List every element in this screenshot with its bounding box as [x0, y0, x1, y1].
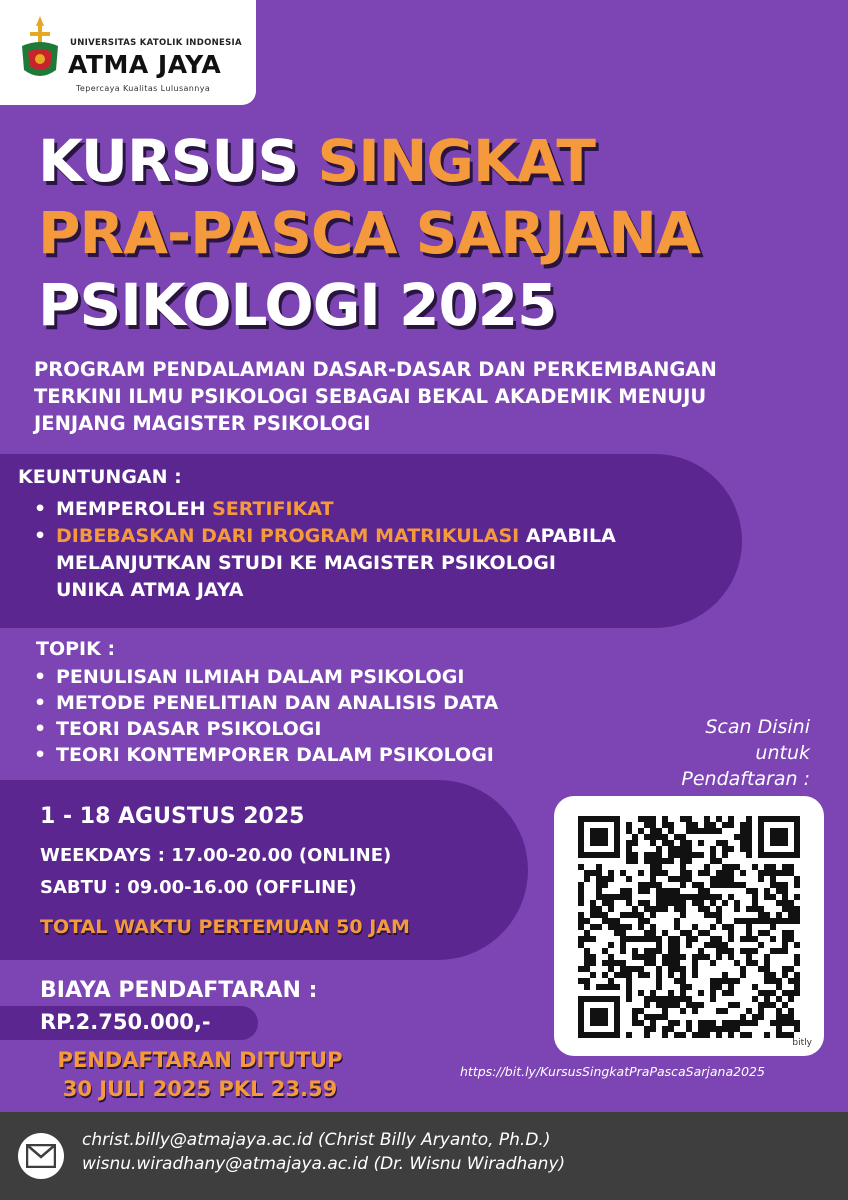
- logo-university: UNIVERSITAS KATOLIK INDONESIA: [70, 38, 242, 48]
- subtitle: [34, 356, 814, 437]
- atma-jaya-emblem-icon: [18, 16, 62, 86]
- subtitle-line: TERKINI ILMU PSIKOLOGI SEBAGAI BEKAL AKADEMIK MENUJU: [34, 385, 707, 408]
- topics-list: [30, 664, 498, 768]
- fee-label: BIAYA PENDAFTARAN :: [40, 978, 318, 1003]
- fee-amount: RP.2.750.000,-: [40, 1010, 211, 1034]
- scan-line: Scan Disini: [705, 716, 810, 738]
- title-line-1: [38, 127, 595, 195]
- closing-line-1: PENDAFTARAN DITUTUP: [57, 1048, 343, 1072]
- title-line-2: PRA-PASCA SARJANA: [38, 199, 700, 267]
- topic-item: • METODE PENELITIAN DAN ANALISIS DATA: [30, 690, 498, 716]
- qr-card[interactable]: [554, 796, 824, 1056]
- schedule-dates: 1 - 18 AGUSTUS 2025: [40, 804, 305, 829]
- title-line-3: PSIKOLOGI 2025: [38, 271, 557, 339]
- logo-name: ATMA JAYA: [68, 50, 222, 79]
- registration-link[interactable]: https://bit.ly/KursusSingkatPraPascaSarjana2025: [460, 1064, 765, 1079]
- envelope-icon: [26, 1144, 56, 1168]
- topic-item: • TEORI KONTEMPORER DALAM PSIKOLOGI: [30, 742, 498, 768]
- contact-email-2[interactable]: wisnu.wiradhany@atmajaya.ac.id (Dr. Wisnu Wiradhany): [82, 1154, 566, 1174]
- benefit-text: MELANJUTKAN STUDI KE MAGISTER PSIKOLOGI: [56, 552, 556, 574]
- benefit-text: APABILA: [519, 525, 616, 547]
- mail-icon: [18, 1133, 64, 1179]
- footer: [0, 1112, 848, 1200]
- scan-line: Pendaftaran :: [681, 768, 810, 790]
- scan-instructions: [681, 714, 810, 792]
- qr-code-icon[interactable]: [578, 816, 800, 1038]
- closing-line-2: 30 JULI 2025 PKL 23.59: [62, 1077, 338, 1101]
- benefits-list: [30, 496, 616, 604]
- logo-tagline: Tepercaya Kualitas Lulusannya: [76, 84, 211, 93]
- benefits-heading: KEUNTUNGAN :: [18, 466, 182, 488]
- contact-email-1[interactable]: christ.billy@atmajaya.ac.id (Christ Billy Aryanto, Ph.D.): [82, 1130, 551, 1150]
- benefit-highlight: DIBEBASKAN DARI PROGRAM MATRIKULASI: [56, 525, 520, 547]
- title-word-kursus: KURSUS: [38, 127, 299, 195]
- schedule-saturday: SABTU : 09.00-16.00 (OFFLINE): [40, 877, 357, 898]
- benefit-item: [30, 496, 616, 523]
- scan-line: untuk: [755, 742, 810, 764]
- subtitle-line: JENJANG MAGISTER PSIKOLOGI: [34, 412, 371, 435]
- benefit-text: UNIKA ATMA JAYA: [56, 579, 244, 601]
- schedule-total: TOTAL WAKTU PERTEMUAN 50 JAM: [40, 916, 410, 938]
- topic-item: • PENULISAN ILMIAH DALAM PSIKOLOGI: [30, 664, 498, 690]
- benefit-text: MEMPEROLEH: [56, 498, 213, 520]
- benefit-item: [30, 523, 616, 604]
- benefit-highlight: SERTIFIKAT: [212, 498, 334, 520]
- title-word-singkat: SINGKAT: [317, 127, 595, 195]
- qr-brand: bitly: [792, 1038, 812, 1048]
- topic-item: • TEORI DASAR PSIKOLOGI: [30, 716, 498, 742]
- logo-block: [0, 0, 256, 105]
- topics-heading: TOPIK :: [36, 638, 116, 660]
- schedule-weekdays: WEEKDAYS : 17.00-20.00 (ONLINE): [40, 845, 392, 866]
- subtitle-line: PROGRAM PENDALAMAN DASAR-DASAR DAN PERKEMBANGAN: [34, 358, 717, 381]
